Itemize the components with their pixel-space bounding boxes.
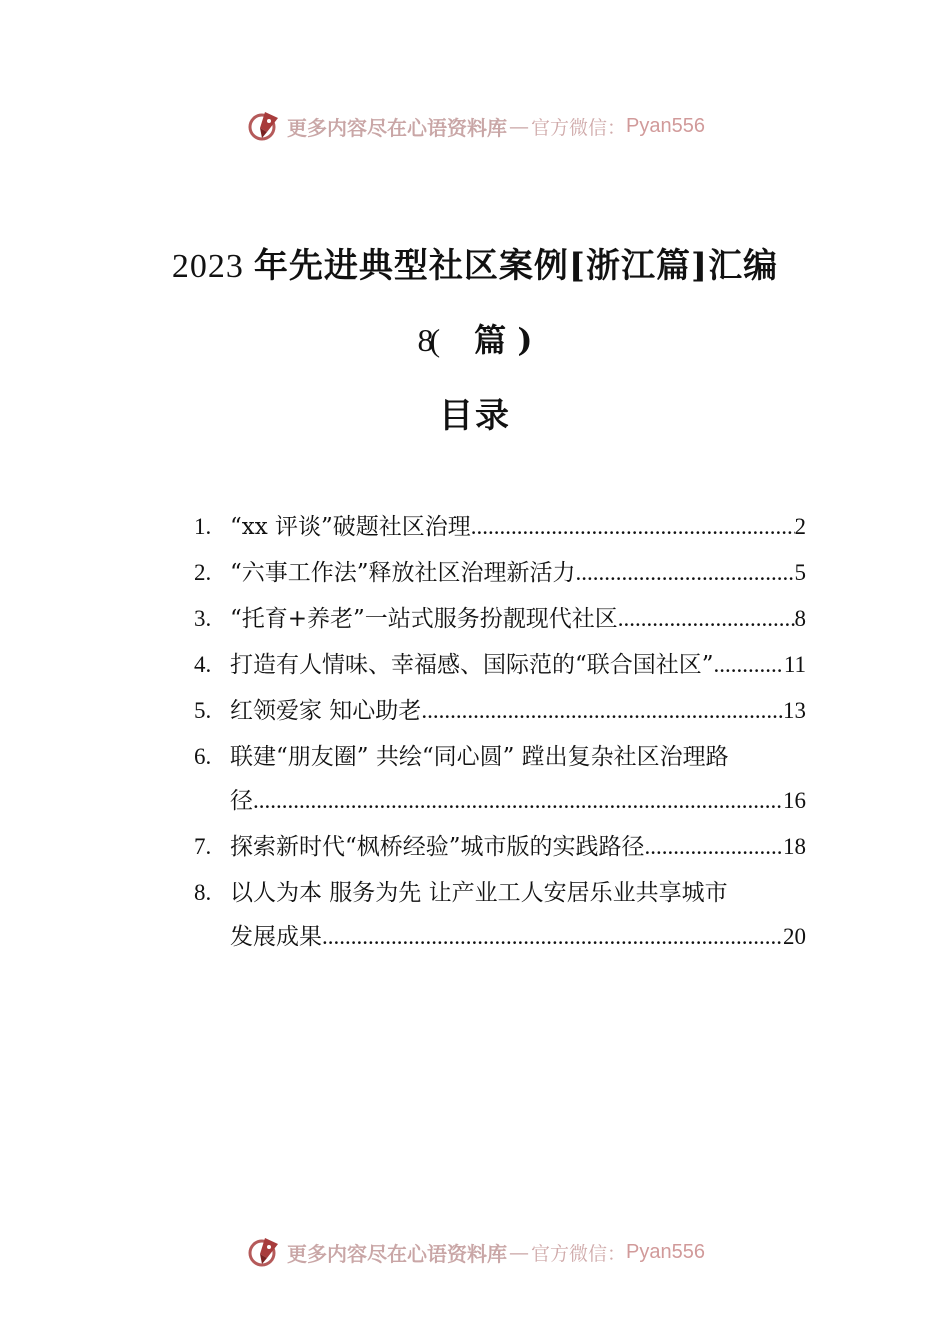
toc-item[interactable] xyxy=(194,871,806,959)
document-subtitle xyxy=(0,318,950,362)
watermark-wechat-label: 官方微信： xyxy=(531,1242,627,1265)
toc-item-title: 探索新时代“枫桥经验”城市版的实践路径 xyxy=(230,834,645,860)
toc-item-number: 8. xyxy=(194,880,212,905)
toc-item[interactable] xyxy=(194,551,806,595)
toc-item-number: 5. xyxy=(194,698,212,723)
watermark-dash: — xyxy=(509,114,529,138)
toc-item-title: 联建“朋友圈” 共绘“同心圆” 蹚出复杂社区治理路 xyxy=(230,744,729,770)
toc-leader-dots xyxy=(421,689,783,733)
toc-item-page: 13 xyxy=(783,698,806,723)
watermark-main-text: 更多内容尽在心语资料库 xyxy=(287,115,507,140)
toc-item-title: “六事工作法”释放社区治理新活力 xyxy=(230,560,576,586)
document-title xyxy=(0,244,950,289)
toc-item-title-continued: 径 xyxy=(230,788,253,814)
header-watermark xyxy=(0,106,950,146)
toc-item-number: 3. xyxy=(194,606,212,631)
toc-item-page: 16 xyxy=(783,788,806,813)
toc-leader-dots xyxy=(618,597,795,641)
watermark-wechat-id: Pyan556 xyxy=(626,1240,705,1263)
toc-item[interactable] xyxy=(194,689,806,733)
watermark-wechat-label: 官方微信： xyxy=(531,116,627,139)
toc-item-page: 2 xyxy=(794,514,806,539)
toc-item-page: 5 xyxy=(794,560,806,585)
title-text: 年先进典型社区案例[浙江篇]汇编 xyxy=(253,246,779,286)
toc-item-number: 1. xyxy=(194,514,212,539)
toc-item-title-continued: 发展成果 xyxy=(230,924,322,950)
toc-leader-dots xyxy=(645,825,783,869)
toc-item-title: “xx 评谈”破题社区治理 xyxy=(230,514,471,540)
footer-watermark xyxy=(0,1232,950,1272)
toc-item-page: 20 xyxy=(783,924,806,949)
pen-nib-seal-icon xyxy=(245,1234,281,1270)
toc-item-title: 红领爱家 知心助老 xyxy=(230,698,422,724)
toc-item-page: 8 xyxy=(794,606,806,631)
pen-nib-seal-icon xyxy=(245,108,281,144)
toc-item-number: 6. xyxy=(194,744,212,769)
toc-leader-dots xyxy=(322,915,783,959)
toc-item[interactable] xyxy=(194,505,806,549)
toc-item-number: 2. xyxy=(194,560,212,585)
toc-leader-dots xyxy=(253,779,783,823)
toc-leader-dots xyxy=(714,643,784,687)
watermark-wechat-id: Pyan556 xyxy=(626,114,705,137)
watermark-dash: — xyxy=(509,1240,529,1264)
toc-item-page: 18 xyxy=(783,834,806,859)
toc-leader-dots xyxy=(576,551,795,595)
watermark-main-text: 更多内容尽在心语资料库 xyxy=(287,1241,507,1266)
toc-item[interactable] xyxy=(194,735,806,823)
toc-item-title: 打造有人情味、幸福感、国际范的“联合国社区” xyxy=(230,652,714,678)
subtitle-word: 篇 ) xyxy=(474,321,533,359)
toc-heading: 目录 xyxy=(439,396,511,436)
toc-item-title: “托育+养老”一站式服务扮靓现代社区 xyxy=(230,606,618,632)
subtitle-count: 8( xyxy=(417,322,437,358)
title-year: 2023 xyxy=(171,248,244,285)
toc-item-number: 7. xyxy=(194,834,212,859)
toc-item-page: 11 xyxy=(783,652,806,677)
toc-item[interactable] xyxy=(194,825,806,869)
toc-item[interactable] xyxy=(194,643,806,687)
toc-leader-dots xyxy=(471,505,795,549)
toc-item-title: 以人为本 服务为先 让产业工人安居乐业共享城市 xyxy=(230,880,728,906)
toc-item-number: 4. xyxy=(194,652,212,677)
toc-item[interactable] xyxy=(194,597,806,641)
table-of-contents xyxy=(194,505,806,961)
